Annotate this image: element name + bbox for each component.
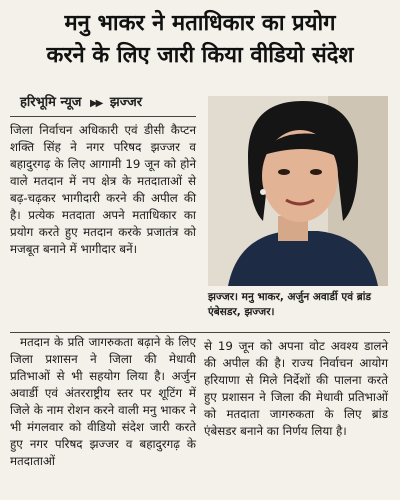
photo-caption: झज्जर। मनु भाकर, अर्जुन अवार्डी एवं ब्रांड एंबेसडर, झज्जर।	[208, 291, 372, 318]
headline-line-2: करने के लिए जारी किया वीडियो संदेश	[46, 43, 354, 68]
headline	[8, 8, 392, 72]
byline-place: झज्जर	[109, 95, 143, 110]
portrait-image	[208, 96, 388, 286]
article-paragraph-2: मतदान के प्रति जागरुकता बढ़ाने के लिए जिला प्रशासन ने जिला की मेधावी प्रतिभाओं से भी सहयोग लिया है। अर्जुन अवार्डी एवं अंतरराष्ट्रीय स्तर पर शूटिंग में जिले के नाम रोशन करने वाली मनु भाकर ने भी मंगलवार को वीडियो संदेश जारी करते हुए नगर परिषद झज्जर व बहादुरगढ़ के मतदाताओं	[10, 335, 196, 468]
article-paragraph-1: जिला निर्वाचन अधिकारी एवं डीसी कैप्टन शक्ति सिंह ने नगर परिषद झज्जर व बहादुरगढ़ के लिए आगामी 19 जून को होने वाले मतदान में नप क्षेत्र के मतदाताओं से बढ़-चढ़कर भागीदारी करने की अपील की है। प्रत्येक मतदाता अपने मताधिकार का प्रयोग करते हुए मतदान करके प्रजातंत्र को मजबूत बनाने में भागीदार बनें।	[10, 123, 196, 256]
headline-line-1: मनु भाकर ने मताधिकार का प्रयोग	[64, 11, 336, 36]
article-paragraph-3: से 19 जून को अपना वोट अवश्य डालने की अपील की है। राज्य निर्वाचन आयोग हरियाणा से मिले निर्देशों की पालना करते हुए प्रशासन ने जिला की मेधावी प्रतिभाओं को मतदाता जागरुकता के लिए ब्रांड एंबेसडर बनाने का निर्णय लिया है।	[204, 339, 388, 438]
byline-rule	[10, 116, 196, 117]
article-column-right-bottom	[204, 338, 388, 440]
news-photo	[208, 96, 388, 286]
byline	[20, 92, 142, 110]
section-divider	[10, 332, 390, 333]
byline-source: हरिभूमि न्यूज	[20, 95, 82, 110]
byline-arrows-icon: ▶▶	[89, 98, 102, 109]
article-column-left-top	[10, 122, 196, 258]
article-column-left-bottom	[10, 334, 196, 470]
